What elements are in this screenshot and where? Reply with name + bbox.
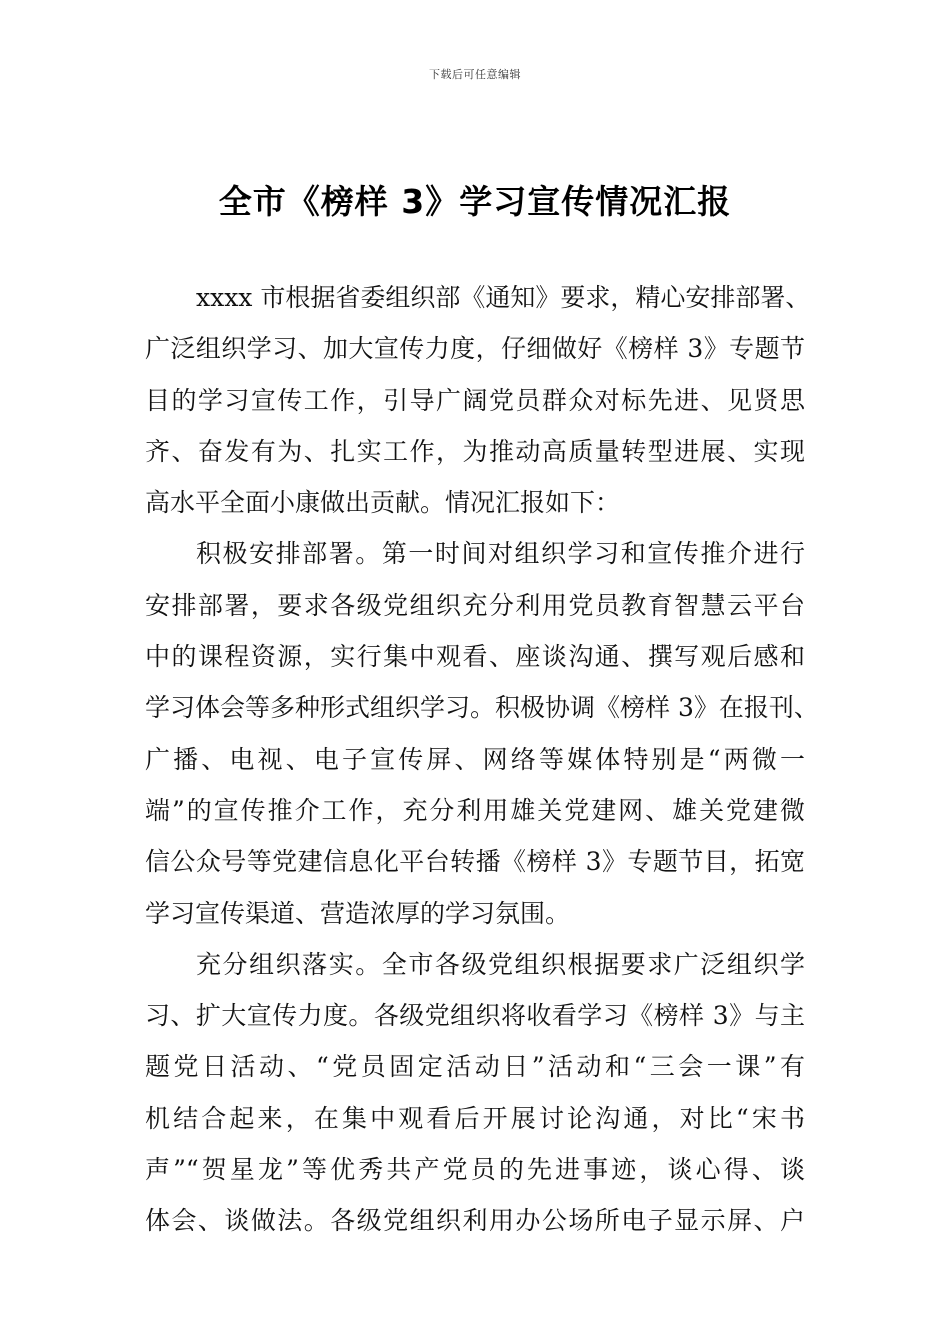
paragraph-2-line-1: 积极安排部署。第一时间对组织学习和宣传推介进行 (196, 539, 805, 569)
paragraph-1-line-2: 广泛组织学习、加大宣传力度，仔细做好《榜样 3》专题节 (145, 334, 805, 364)
paragraph-2-line-4: 学习体会等多种形式组织学习。积极协调《榜样 3》在报刊、 (145, 693, 819, 723)
paragraph-2-line-8: 学习宣传渠道、营造浓厚的学习氛围。 (145, 898, 571, 928)
paragraph-1-line-5: 高水平全面小康做出贡献。情况汇报如下： (145, 488, 621, 518)
paragraph-3-line-3: 题党日活动、“党员固定活动日”活动和“三会一课”有 (145, 1052, 805, 1082)
paragraph-2-line-2: 安排部署，要求各级党组织充分利用党员教育智慧云平台 (145, 590, 805, 620)
paragraph-3-line-1: 充分组织落实。全市各级党组织根据要求广泛组织学 (196, 949, 805, 979)
paragraph-1-line-1: xxxx 市根据省委组织部《通知》要求，精心安排部署、 (196, 283, 811, 312)
paragraph-1-line-3: 目的学习宣传工作，引导广阔党员群众对标先进、见贤思 (145, 385, 805, 415)
paragraph-2-line-6: 端”的宣传推介工作，充分利用雄关党建网、雄关党建微 (145, 795, 805, 825)
header-note: 下载后可任意编辑 (429, 68, 521, 81)
document-body (145, 272, 819, 1247)
paragraph-3-line-6: 体会、谈做法。各级党组织利用办公场所电子显示屏、户 (145, 1206, 805, 1236)
paragraph-3-line-5: 声”“贺星龙”等优秀共产党员的先进事迹，谈心得、谈 (145, 1155, 805, 1185)
paragraph-2-line-5: 广播、电视、电子宣传屏、网络等媒体特别是“两微一 (145, 744, 805, 774)
paragraph-3-line-2: 习、扩大宣传力度。各级党组织将收看学习《榜样 3》与主 (145, 1001, 805, 1031)
paragraph-2-line-3: 中的课程资源，实行集中观看、座谈沟通、撰写观后感和 (145, 642, 805, 672)
document-title: 全市《榜样 3》学习宣传情况汇报 (218, 182, 732, 221)
paragraph-1-line-4: 齐、奋发有为、扎实工作，为推动高质量转型进展、实现 (145, 436, 805, 466)
paragraph-2-line-7: 信公众号等党建信息化平台转播《榜样 3》专题节目，拓宽 (145, 847, 805, 877)
paragraph-3-line-4: 机结合起来，在集中观看后开展讨论沟通，对比“宋书 (145, 1103, 805, 1133)
